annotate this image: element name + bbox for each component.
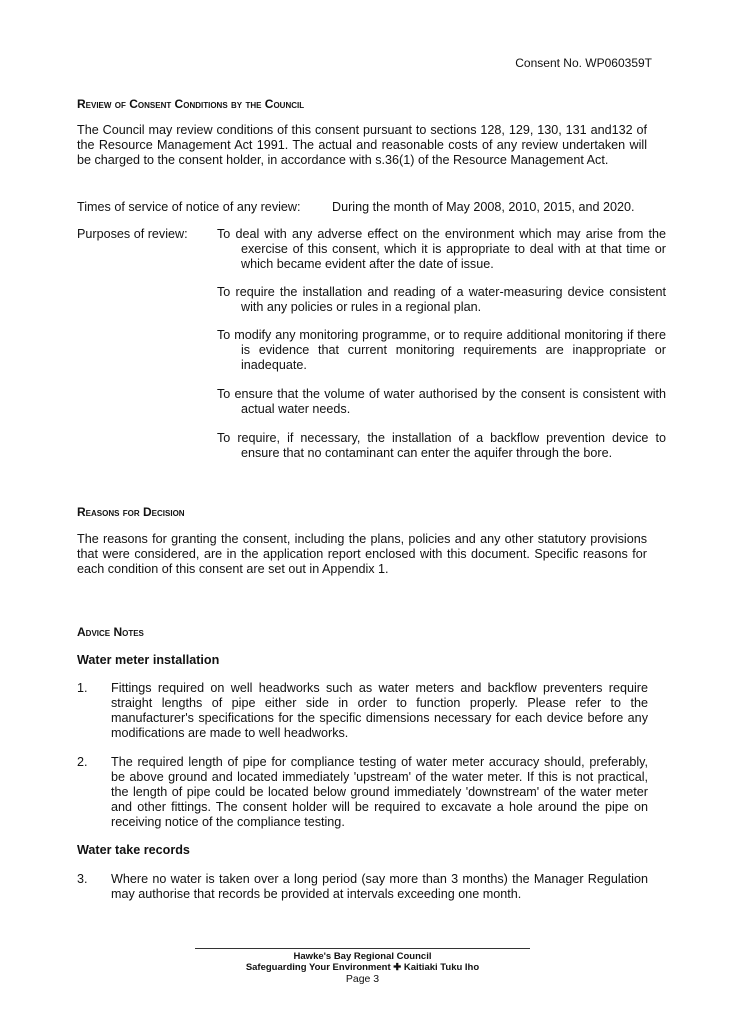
review-intro-paragraph: The Council may review conditions of this consent pursuant to sections 128, 129, 130, 131 and132 of the Resource Management Act 1991. The actual and reasonable costs of any review undertaken will be charged to the consent holder, in accordance with s.36(1) of the Resource Management Act. xyxy=(77,123,647,167)
note-number: 1. xyxy=(77,681,88,695)
water-meter-heading: Water meter installation xyxy=(77,653,220,667)
purpose-item: To require the installation and reading of a water-measuring device consistent with any policies or rules in a regional plan. xyxy=(217,285,666,314)
note-text: The required length of pipe for compliance testing of water meter accuracy should, preferably, be above ground and located immediately 'upstream' of the water meter. If this is not practical, the length of pipe could be located below ground immediately 'downstream' of the water meter and other fittings. The consent holder will be required to excavate a hole around the pipe on receiving notice of the compliance testing. xyxy=(111,755,648,829)
review-times-label: Times of service of notice of any review: xyxy=(77,200,301,214)
consent-number: Consent No. WP060359T xyxy=(515,56,652,70)
purposes-label: Purposes of review: xyxy=(77,227,188,241)
reasons-heading: Reasons for Decision xyxy=(77,505,185,519)
page-number: Page 3 xyxy=(345,973,380,985)
note-number: 3. xyxy=(77,872,88,886)
review-times-value: During the month of May 2008, 2010, 2015, and 2020. xyxy=(332,200,635,214)
reasons-paragraph: The reasons for granting the consent, including the plans, policies and any other statutory provisions that were considered, are in the application report enclosed with this document. Specific reasons for each condition of this consent are set out in Appendix 1. xyxy=(77,532,647,576)
purpose-item: To require, if necessary, the installation of a backflow prevention device to ensure that no contaminant can enter the aquifer through the bore. xyxy=(217,431,666,460)
purpose-item: To deal with any adverse effect on the environment which may arise from the exercise of this consent, which it is appropriate to deal with at that time or which became evident after the date of issue. xyxy=(217,227,666,271)
note-number: 2. xyxy=(77,755,88,769)
purpose-item: To modify any monitoring programme, or to require additional monitoring if there is evidence that current monitoring requirements are inappropriate or inadequate. xyxy=(217,328,666,372)
advice-notes-heading: Advice Notes xyxy=(77,625,144,639)
review-heading: Review of Consent Conditions by the Council xyxy=(77,97,305,111)
footer-org: Hawke's Bay Regional Council xyxy=(293,951,432,962)
purpose-item: To ensure that the volume of water authorised by the consent is consistent with actual water needs. xyxy=(217,387,666,416)
footer-divider xyxy=(195,948,530,949)
note-text: Where no water is taken over a long period (say more than 3 months) the Manager Regulation may authorise that records be provided at intervals exceeding one month. xyxy=(111,872,648,901)
water-take-heading: Water take records xyxy=(77,843,190,857)
review-times-row xyxy=(77,200,652,215)
footer-tagline: Safeguarding Your Environment ✚ Kaitiaki Tuku Iho xyxy=(245,962,480,973)
note-text: Fittings required on well headworks such as water meters and backflow preventers require straight lengths of pipe either side in order to function properly. Please refer to the manufacturer's specifications for the specific dimensions necessary for each device before any modifications are made to well headworks. xyxy=(111,681,648,740)
